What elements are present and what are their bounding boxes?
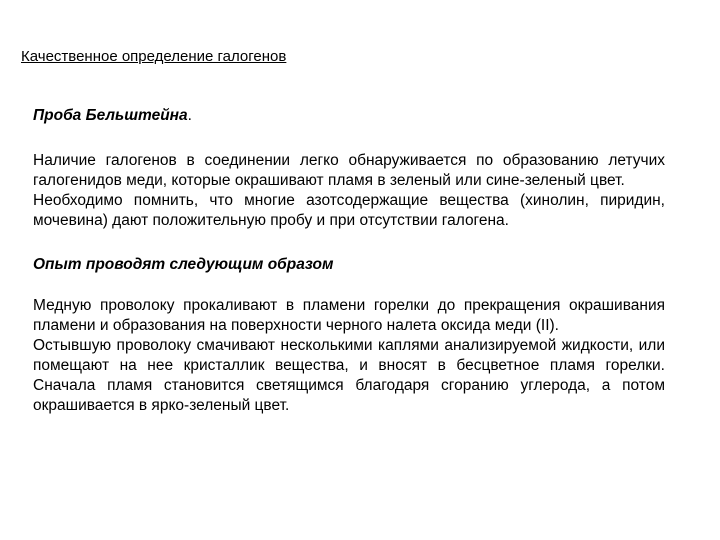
paragraph-detection: Наличие галогенов в соединении легко обнаруживается по образованию летучих галогенидов меди, которые окрашивают пламя в зеленый или сине-зеленый цвет. — [33, 152, 665, 189]
paragraph-flame-test: Остывшую проволоку смачивают несколькими каплями анализируемой жидкости, или помещают на нее кристаллик вещества, и вносят в бесцветное пламя горелки. Сначала пламя становится светящимся благодаря сгоранию углерода, а потом окрашивается в ярко-зеленый цвет. — [33, 337, 665, 414]
paragraph-warning: Необходимо помнить, что многие азотсодержащие вещества (хинолин, пиридин, мочевина) дают положительную пробу и при отсутствии галогена. — [33, 192, 665, 229]
slide-title: Качественное определение галогенов — [21, 48, 287, 65]
content-body — [33, 106, 665, 416]
heading-period: . — [187, 107, 192, 124]
paragraph-calcination: Медную проволоку прокаливают в пламени горелки до прекращения окрашивания пламени и образования на поверхности черного налета оксида меди (II). — [33, 297, 665, 334]
heading-text: Проба Бельштейна — [33, 107, 188, 124]
section-heading-procedure: Опыт проводят следующим образом — [33, 256, 334, 273]
section-heading-beilstein — [33, 106, 665, 126]
